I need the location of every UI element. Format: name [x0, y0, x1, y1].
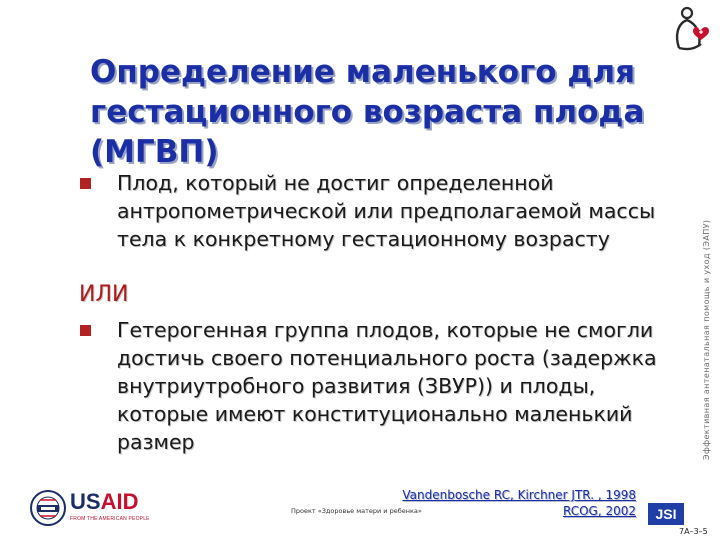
usaid-wordmark-aid: AID: [100, 489, 139, 514]
usaid-seal-icon: [30, 490, 66, 526]
jsi-logo: JSI: [648, 503, 684, 525]
slide-title: Определение маленького для гестационного возраста плода (МГВП): [90, 54, 645, 170]
side-program-label: Эффективная антенатальная помощь и уход (ЭАПУ): [702, 219, 711, 460]
square-bullet-icon: [80, 325, 91, 336]
usaid-tagline: FROM THE AMERICAN PEOPLE: [70, 516, 150, 522]
bullet-item-1: [80, 169, 660, 253]
square-bullet-icon: [80, 178, 91, 189]
bullet-text-1: Плод, который не достиг определенной антропометрической или предполагаемой массы тела к конкретному гестационному возрасту: [117, 171, 656, 251]
reference-2: RCOG, 2002: [562, 504, 636, 518]
slide-number: 7A–3–5: [679, 527, 708, 536]
usaid-wordmark: [70, 490, 138, 514]
usaid-logo: [30, 490, 160, 528]
project-caption: Проект «Здоровье матери и ребенка»: [291, 507, 422, 515]
usaid-wordmark-us: US: [70, 489, 101, 514]
bullet-item-2: [80, 316, 660, 456]
connector-text: ИЛИ: [79, 282, 129, 307]
references: [300, 487, 636, 519]
reference-1: Vandenbosche RC, Kirchner JTR. , 1998: [402, 488, 636, 502]
bullet-text-2: Гетерогенная группа плодов, которые не смогли достичь своего потенциального роста (задержка внутриутробного развития (ЗВУР)) и плоды, которые имеют конституционально маленький размер: [117, 318, 657, 454]
